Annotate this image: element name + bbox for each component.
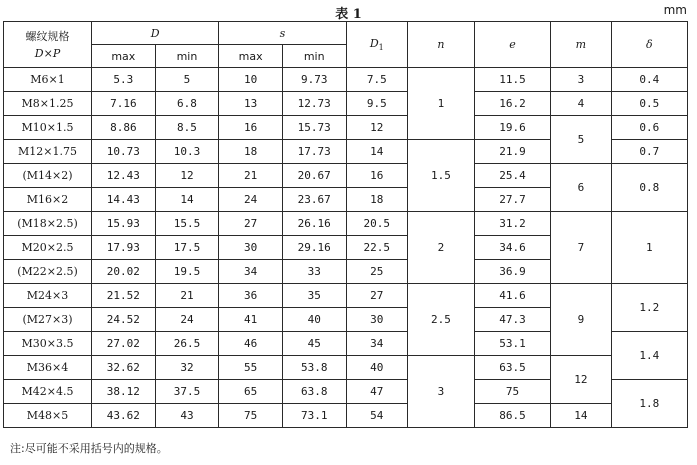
cell-e: 21.9 xyxy=(474,140,550,164)
cell-delta: 1.4 xyxy=(611,332,687,380)
cell-s-max: 10 xyxy=(219,68,283,92)
table-row xyxy=(4,284,688,308)
cell-d-max: 10.73 xyxy=(92,140,156,164)
cell-d-max: 38.12 xyxy=(92,380,156,404)
cell-s-min: 15.73 xyxy=(282,116,346,140)
cell-d-max: 21.52 xyxy=(92,284,156,308)
cell-spec: M12×1.75 xyxy=(4,140,92,164)
cell-d-max: 17.93 xyxy=(92,236,156,260)
cell-d1: 25 xyxy=(346,260,408,284)
cell-d1: 18 xyxy=(346,188,408,212)
cell-s-min: 45 xyxy=(282,332,346,356)
cell-d-min: 5 xyxy=(155,68,219,92)
cell-spec: (M18×2.5) xyxy=(4,212,92,236)
cell-d-min: 26.5 xyxy=(155,332,219,356)
cell-e: 25.4 xyxy=(474,164,550,188)
cell-e: 47.3 xyxy=(474,308,550,332)
cell-delta: 1 xyxy=(611,212,687,284)
cell-s-max: 13 xyxy=(219,92,283,116)
cell-delta: 0.7 xyxy=(611,140,687,164)
cell-d1: 12 xyxy=(346,116,408,140)
cell-d-max: 43.62 xyxy=(92,404,156,428)
table-row xyxy=(4,68,688,92)
cell-d-max: 24.52 xyxy=(92,308,156,332)
cell-s-max: 75 xyxy=(219,404,283,428)
cell-delta: 0.5 xyxy=(611,92,687,116)
header-s-min: min xyxy=(282,45,346,68)
cell-s-min: 29.16 xyxy=(282,236,346,260)
cell-m: 14 xyxy=(551,404,611,428)
cell-d1: 7.5 xyxy=(346,68,408,92)
cell-e: 63.5 xyxy=(474,356,550,380)
cell-d-min: 37.5 xyxy=(155,380,219,404)
cell-d-min: 10.3 xyxy=(155,140,219,164)
cell-e: 27.7 xyxy=(474,188,550,212)
cell-d-max: 32.62 xyxy=(92,356,156,380)
cell-delta: 0.8 xyxy=(611,164,687,212)
cell-s-max: 27 xyxy=(219,212,283,236)
table-row xyxy=(4,164,688,188)
cell-d-max: 15.93 xyxy=(92,212,156,236)
header-D-min: min xyxy=(155,45,219,68)
cell-s-min: 40 xyxy=(282,308,346,332)
table-row xyxy=(4,212,688,236)
cell-d-min: 21 xyxy=(155,284,219,308)
header-D: D xyxy=(92,22,219,45)
cell-spec: M48×5 xyxy=(4,404,92,428)
cell-d1: 9.5 xyxy=(346,92,408,116)
cell-s-max: 24 xyxy=(219,188,283,212)
header-D1-letter: D xyxy=(369,36,379,50)
cell-s-min: 20.67 xyxy=(282,164,346,188)
table-row xyxy=(4,92,688,116)
cell-s-max: 41 xyxy=(219,308,283,332)
cell-d-min: 43 xyxy=(155,404,219,428)
cell-d1: 14 xyxy=(346,140,408,164)
cell-s-max: 18 xyxy=(219,140,283,164)
cell-m: 3 xyxy=(551,68,611,92)
cell-m: 12 xyxy=(551,356,611,404)
cell-s-max: 36 xyxy=(219,284,283,308)
cell-delta: 1.8 xyxy=(611,380,687,428)
cell-d-min: 14 xyxy=(155,188,219,212)
cell-spec: M10×1.5 xyxy=(4,116,92,140)
cell-spec: M16×2 xyxy=(4,188,92,212)
cell-s-max: 65 xyxy=(219,380,283,404)
cell-s-min: 53.8 xyxy=(282,356,346,380)
cell-d-min: 19.5 xyxy=(155,260,219,284)
cell-d1: 40 xyxy=(346,356,408,380)
cell-e: 53.1 xyxy=(474,332,550,356)
cell-s-max: 55 xyxy=(219,356,283,380)
cell-m: 9 xyxy=(551,284,611,356)
cell-s-min: 63.8 xyxy=(282,380,346,404)
cell-d-max: 14.43 xyxy=(92,188,156,212)
cell-n: 2 xyxy=(408,212,475,284)
cell-m: 5 xyxy=(551,116,611,164)
cell-d-min: 32 xyxy=(155,356,219,380)
cell-d-max: 7.16 xyxy=(92,92,156,116)
header-D-max: max xyxy=(92,45,156,68)
header-delta: δ xyxy=(611,22,687,68)
cell-m: 6 xyxy=(551,164,611,212)
cell-d-min: 15.5 xyxy=(155,212,219,236)
header-m: m xyxy=(551,22,611,68)
cell-d-max: 5.3 xyxy=(92,68,156,92)
cell-s-min: 12.73 xyxy=(282,92,346,116)
cell-e: 31.2 xyxy=(474,212,550,236)
cell-spec: M20×2.5 xyxy=(4,236,92,260)
header-spec xyxy=(4,22,92,68)
header-s-max: max xyxy=(219,45,283,68)
cell-n: 3 xyxy=(408,356,475,428)
cell-e: 19.6 xyxy=(474,116,550,140)
cell-d-max: 8.86 xyxy=(92,116,156,140)
cell-e: 36.9 xyxy=(474,260,550,284)
thread-spec-table xyxy=(3,21,688,428)
header-spec-cn: 螺纹规格 xyxy=(25,29,70,43)
cell-s-max: 30 xyxy=(219,236,283,260)
cell-spec: M24×3 xyxy=(4,284,92,308)
cell-d1: 20.5 xyxy=(346,212,408,236)
cell-d-max: 27.02 xyxy=(92,332,156,356)
cell-d1: 54 xyxy=(346,404,408,428)
cell-spec: M8×1.25 xyxy=(4,92,92,116)
cell-d1: 27 xyxy=(346,284,408,308)
cell-e: 86.5 xyxy=(474,404,550,428)
cell-e: 16.2 xyxy=(474,92,550,116)
table-footnote: 注:尽可能不采用括号内的规格。 xyxy=(10,442,168,455)
cell-d-min: 12 xyxy=(155,164,219,188)
cell-s-min: 23.67 xyxy=(282,188,346,212)
cell-spec: (M14×2) xyxy=(4,164,92,188)
cell-spec: (M22×2.5) xyxy=(4,260,92,284)
cell-s-min: 9.73 xyxy=(282,68,346,92)
cell-d-min: 8.5 xyxy=(155,116,219,140)
cell-n: 1.5 xyxy=(408,140,475,212)
header-row-1 xyxy=(4,22,688,45)
cell-d-max: 12.43 xyxy=(92,164,156,188)
header-D1-sub: 1 xyxy=(378,43,384,53)
cell-spec: (M27×3) xyxy=(4,308,92,332)
cell-spec: M36×4 xyxy=(4,356,92,380)
cell-spec: M30×3.5 xyxy=(4,332,92,356)
cell-s-max: 21 xyxy=(219,164,283,188)
header-n: n xyxy=(408,22,475,68)
cell-d-min: 6.8 xyxy=(155,92,219,116)
cell-d1: 22.5 xyxy=(346,236,408,260)
cell-d-max: 20.02 xyxy=(92,260,156,284)
cell-e: 75 xyxy=(474,380,550,404)
cell-n: 2.5 xyxy=(408,284,475,356)
cell-e: 34.6 xyxy=(474,236,550,260)
table-row xyxy=(4,116,688,140)
cell-d-min: 24 xyxy=(155,308,219,332)
table-row xyxy=(4,404,688,428)
cell-delta: 1.2 xyxy=(611,284,687,332)
cell-m: 7 xyxy=(551,212,611,284)
header-s: s xyxy=(219,22,346,45)
unit-label: mm xyxy=(663,3,687,17)
cell-d1: 30 xyxy=(346,308,408,332)
header-e: e xyxy=(474,22,550,68)
cell-m: 4 xyxy=(551,92,611,116)
cell-s-max: 16 xyxy=(219,116,283,140)
cell-s-min: 17.73 xyxy=(282,140,346,164)
table-row xyxy=(4,356,688,380)
cell-e: 11.5 xyxy=(474,68,550,92)
cell-n: 1 xyxy=(408,68,475,140)
cell-spec: M6×1 xyxy=(4,68,92,92)
cell-d1: 16 xyxy=(346,164,408,188)
cell-delta: 0.6 xyxy=(611,116,687,140)
cell-s-min: 26.16 xyxy=(282,212,346,236)
cell-d1: 47 xyxy=(346,380,408,404)
cell-e: 41.6 xyxy=(474,284,550,308)
table-title: 表 1 xyxy=(335,7,362,22)
cell-spec: M42×4.5 xyxy=(4,380,92,404)
cell-s-max: 34 xyxy=(219,260,283,284)
header-D1 xyxy=(346,22,408,68)
cell-s-max: 46 xyxy=(219,332,283,356)
cell-d1: 34 xyxy=(346,332,408,356)
cell-s-min: 35 xyxy=(282,284,346,308)
cell-s-min: 33 xyxy=(282,260,346,284)
header-spec-dxp: D×P xyxy=(34,46,61,60)
cell-d-min: 17.5 xyxy=(155,236,219,260)
cell-delta: 0.4 xyxy=(611,68,687,92)
cell-s-min: 73.1 xyxy=(282,404,346,428)
